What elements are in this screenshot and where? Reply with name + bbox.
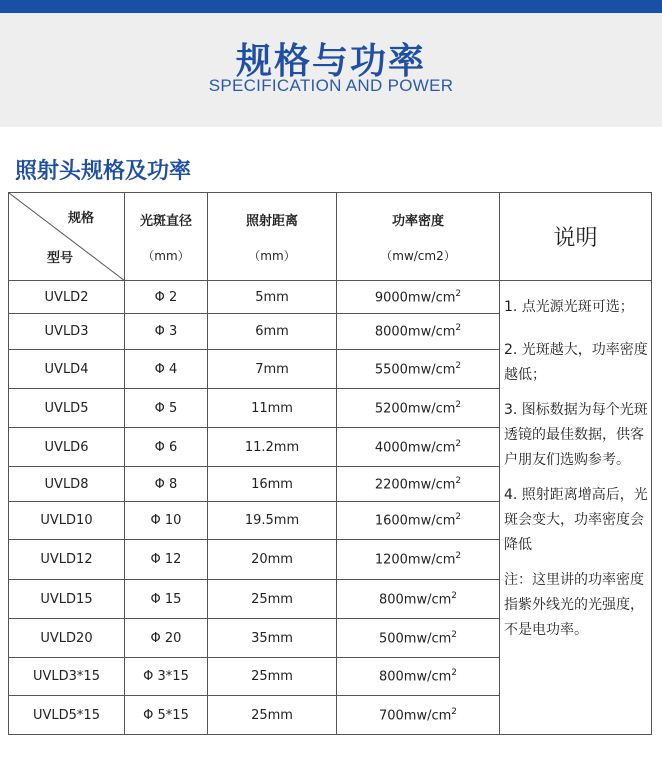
power-unit-exponent: 2 xyxy=(455,512,462,523)
power-value: 1600mw/cm xyxy=(374,513,456,529)
power-header-label: 功率密度 xyxy=(391,213,444,229)
distance-cell: 11.2mm xyxy=(208,428,337,467)
power-header-unit: （mw/cm2） xyxy=(380,248,456,263)
spot-cell: Φ 20 xyxy=(125,619,208,658)
power-value: 800mw/cm xyxy=(378,592,452,608)
spot-cell: Φ 15 xyxy=(125,580,208,619)
power-unit-exponent: 2 xyxy=(451,668,458,679)
power-cell xyxy=(337,540,500,580)
spot-cell: Φ 8 xyxy=(125,467,208,502)
power-value: 1200mw/cm xyxy=(374,552,456,568)
spec-table xyxy=(8,192,652,735)
notes-header-label: 说明 xyxy=(553,226,598,251)
power-cell xyxy=(337,314,500,350)
model-cell: UVLD4 xyxy=(9,350,125,389)
distance-cell: 6mm xyxy=(208,314,337,350)
power-cell xyxy=(337,467,500,502)
spot-cell: Φ 2 xyxy=(125,281,208,314)
power-cell xyxy=(337,281,500,314)
power-cell xyxy=(337,696,500,735)
note-item: 3. 图标数据为每个光斑透镜的最佳数据，供客户朋友们选购参考。 xyxy=(504,402,648,468)
spot-header-cell xyxy=(125,193,208,281)
note-item: 4. 照射距离增高后，光斑会变大，功率密度会降低 xyxy=(504,487,648,553)
distance-cell: 5mm xyxy=(208,281,337,314)
model-cell: UVLD15 xyxy=(9,580,125,619)
power-value: 5500mw/cm xyxy=(374,362,456,378)
power-cell xyxy=(337,658,500,696)
power-unit-exponent: 2 xyxy=(455,288,462,299)
spot-header-unit: （mm） xyxy=(142,248,190,263)
corner-header-cell xyxy=(9,193,125,281)
banner-title: 规格与功率 xyxy=(235,41,426,82)
spot-header-label: 光斑直径 xyxy=(139,213,192,229)
notes-header-cell xyxy=(500,193,652,281)
model-cell: UVLD5 xyxy=(9,389,125,428)
power-value: 2200mw/cm xyxy=(374,477,456,493)
note-item: 2. 光斑越大，功率密度越低； xyxy=(504,342,648,383)
power-cell xyxy=(337,350,500,389)
distance-cell: 20mm xyxy=(208,540,337,580)
power-cell xyxy=(337,502,500,540)
model-cell: UVLD2 xyxy=(9,281,125,314)
model-cell: UVLD5*15 xyxy=(9,696,125,735)
model-cell: UVLD3*15 xyxy=(9,658,125,696)
power-value: 4000mw/cm xyxy=(374,440,456,456)
power-value: 8000mw/cm xyxy=(374,324,456,340)
notes-cell xyxy=(500,281,652,735)
power-unit-exponent: 2 xyxy=(451,629,458,640)
spot-cell: Φ 3*15 xyxy=(125,658,208,696)
model-cell: UVLD10 xyxy=(9,502,125,540)
power-header-cell xyxy=(337,193,500,281)
table-header-row xyxy=(9,193,652,281)
power-value: 500mw/cm xyxy=(378,631,452,647)
corner-spec-label: 规格 xyxy=(67,211,94,226)
section-title: 照射头规格及功率 xyxy=(15,159,192,184)
top-accent-bar xyxy=(0,0,662,13)
distance-header-label: 照射距离 xyxy=(245,213,298,229)
power-value: 9000mw/cm xyxy=(374,290,456,306)
power-unit-exponent: 2 xyxy=(455,475,462,486)
power-value: 700mw/cm xyxy=(378,708,452,724)
power-unit-exponent: 2 xyxy=(455,438,462,449)
note-item: 1. 点光源光斑可选； xyxy=(504,299,634,315)
spot-cell: Φ 6 xyxy=(125,428,208,467)
spot-cell: Φ 3 xyxy=(125,314,208,350)
model-cell: UVLD3 xyxy=(9,314,125,350)
model-cell: UVLD20 xyxy=(9,619,125,658)
distance-cell: 25mm xyxy=(208,580,337,619)
model-cell: UVLD6 xyxy=(9,428,125,467)
note-item: 注：这里讲的功率密度指紫外线光的光强度，不是电功率。 xyxy=(504,572,644,638)
power-unit-exponent: 2 xyxy=(455,360,462,371)
banner-subtitle: SPECIFICATION AND POWER xyxy=(208,76,454,95)
spot-cell: Φ 5 xyxy=(125,389,208,428)
distance-cell: 35mm xyxy=(208,619,337,658)
distance-cell: 16mm xyxy=(208,467,337,502)
power-cell xyxy=(337,428,500,467)
distance-cell: 11mm xyxy=(208,389,337,428)
distance-cell: 19.5mm xyxy=(208,502,337,540)
distance-header-unit: （mm） xyxy=(248,248,296,263)
distance-header-cell xyxy=(208,193,337,281)
power-cell xyxy=(337,619,500,658)
header-banner xyxy=(0,13,662,127)
power-unit-exponent: 2 xyxy=(455,399,462,410)
distance-cell: 7mm xyxy=(208,350,337,389)
corner-model-label: 型号 xyxy=(47,251,74,266)
power-unit-exponent: 2 xyxy=(455,323,462,334)
distance-cell: 25mm xyxy=(208,696,337,735)
power-unit-exponent: 2 xyxy=(455,551,462,562)
spot-cell: Φ 12 xyxy=(125,540,208,580)
model-cell: UVLD8 xyxy=(9,467,125,502)
power-unit-exponent: 2 xyxy=(451,590,458,601)
power-value: 800mw/cm xyxy=(378,669,452,685)
spot-cell: Φ 5*15 xyxy=(125,696,208,735)
table-row xyxy=(9,281,652,314)
power-cell xyxy=(337,389,500,428)
spot-cell: Φ 4 xyxy=(125,350,208,389)
model-cell: UVLD12 xyxy=(9,540,125,580)
power-unit-exponent: 2 xyxy=(451,706,458,717)
power-value: 5200mw/cm xyxy=(374,401,456,417)
distance-cell: 25mm xyxy=(208,658,337,696)
spot-cell: Φ 10 xyxy=(125,502,208,540)
power-cell xyxy=(337,580,500,619)
